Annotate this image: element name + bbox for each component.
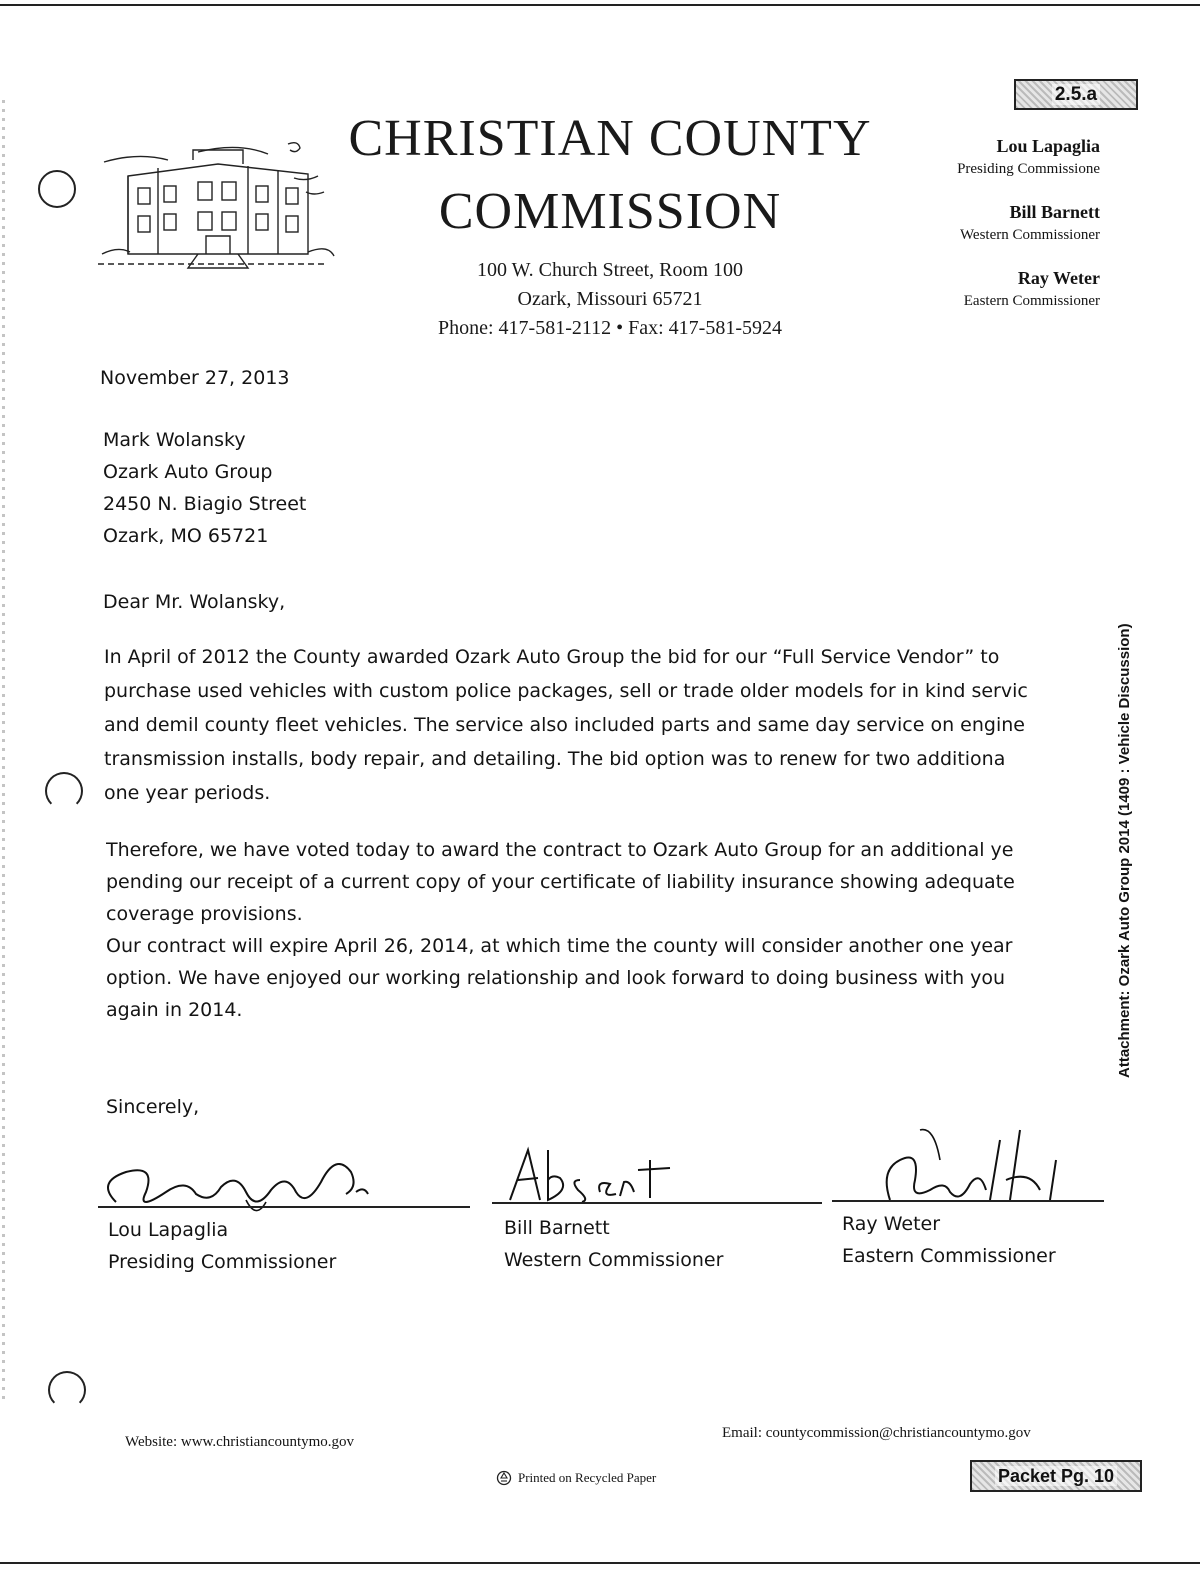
paragraph-line: option. We have enjoyed our working relationship and look forward to doing business with you (106, 967, 1006, 989)
recycled-label: Printed on Recycled Paper (518, 1470, 657, 1485)
signature-line (98, 1206, 470, 1208)
letterhead-address-line1: 100 W. Church Street, Room 100 (476, 259, 744, 281)
signer-title: Presiding Commissioner (108, 1251, 337, 1273)
signature-line (832, 1200, 1104, 1202)
commissioner-title: Western Commissioner (959, 227, 1100, 243)
punch-hole-bottom (48, 1371, 86, 1409)
attachment-tag (1014, 79, 1138, 110)
footer-website: Website: www.christiancountymo.gov (125, 1434, 355, 1450)
commissioner-name: Bill Barnett (1009, 202, 1100, 222)
top-border-line (0, 4, 1200, 6)
paragraph-line: one year periods. (104, 782, 271, 804)
commissioner-title: Presiding Commissione (957, 161, 1100, 177)
signer-name: Lou Lapaglia (108, 1219, 229, 1241)
signer-title: Eastern Commissioner (842, 1245, 1056, 1267)
signer-name: Bill Barnett (504, 1217, 610, 1239)
commissioner-name: Lou Lapaglia (996, 136, 1100, 156)
salutation: Dear Mr. Wolansky, (103, 591, 286, 613)
packet-page-label: Packet Pg. 10 (995, 1466, 1117, 1486)
signature-absent (500, 1140, 700, 1210)
paragraph-1 (104, 641, 1104, 811)
punch-hole-top (38, 170, 76, 208)
signature-line (492, 1202, 822, 1204)
bottom-border-line (0, 1562, 1200, 1564)
recipient-line: Ozark Auto Group (103, 461, 273, 483)
paragraph-line: and demil county fleet vehicles. The service also included parts and same day service on engine (104, 714, 1025, 736)
paragraph-line: In April of 2012 the County awarded Ozark Auto Group the bid for our “Full Service Vendor” to (104, 646, 1000, 668)
letterhead-phone-fax: Phone: 417-581-2112 • Fax: 417-581-5924 (437, 317, 782, 339)
letterhead-address-line2: Ozark, Missouri 65721 (517, 288, 703, 310)
footer-email: Email: countycommission@christiancountymo.gov (722, 1425, 1031, 1441)
paragraph-line: coverage provisions. (106, 903, 303, 925)
paragraph-2 (106, 834, 1106, 1026)
signer-title: Western Commissioner (504, 1249, 724, 1271)
recipient-line: Mark Wolansky (103, 429, 246, 451)
paragraph-line: purchase used vehicles with custom police packages, sell or trade older models for in kind servic (104, 680, 1028, 702)
commissioners-header (900, 136, 1100, 310)
signature-weter (860, 1120, 1080, 1220)
courthouse-illustration (98, 136, 338, 276)
paragraph-line: again in 2014. (106, 999, 243, 1021)
recipient-block (103, 424, 306, 552)
paragraph-line: Therefore, we have voted today to award the contract to Ozark Auto Group for an additional ye (106, 839, 1014, 861)
scan-edge-marks (2, 100, 5, 1400)
attachment-side-note: Attachment: Ozark Auto Group 2014 (1409 : Vehicle Discussion) (1116, 623, 1133, 1078)
commissioner-name: Ray Weter (1017, 268, 1100, 288)
letterhead-title-line1: CHRISTIAN COUNTY (348, 110, 872, 167)
closing: Sincerely, (106, 1096, 200, 1118)
letter-date: November 27, 2013 (100, 367, 290, 389)
recycle-icon (496, 1470, 512, 1486)
recycled-note (496, 1470, 656, 1486)
paragraph-line: transmission installs, body repair, and detailing. The bid option was to renew for two additiona (104, 748, 1006, 770)
signer-name: Ray Weter (842, 1213, 941, 1235)
punch-hole-middle (45, 772, 83, 810)
packet-page-box (970, 1460, 1142, 1492)
paragraph-line: pending our receipt of a current copy of your certificate of liability insurance showing adequate (106, 871, 1015, 893)
signature-lapaglia (96, 1142, 396, 1222)
letterhead-title-line2: COMMISSION (438, 183, 782, 240)
attachment-tag-label: 2.5.a (1052, 84, 1100, 105)
recipient-line: Ozark, MO 65721 (103, 525, 269, 547)
recipient-line: 2450 N. Biagio Street (103, 493, 307, 515)
commissioner-title: Eastern Commissioner (963, 293, 1100, 309)
paragraph-line: Our contract will expire April 26, 2014, at which time the county will consider another one year (106, 935, 1013, 957)
